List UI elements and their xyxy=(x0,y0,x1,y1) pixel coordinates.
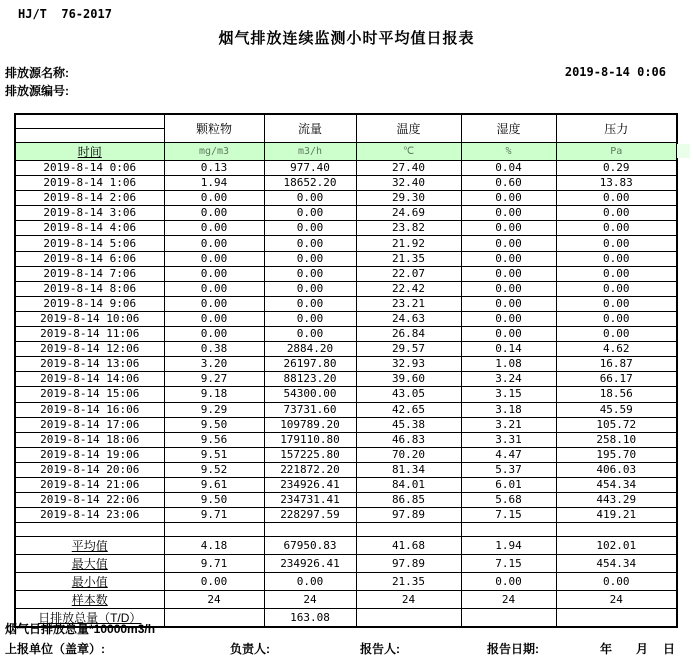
value-cell: 7.15 xyxy=(461,508,556,523)
unit-cell: ℃ xyxy=(356,143,461,161)
summary-row xyxy=(15,591,677,609)
value-cell: 0.00 xyxy=(264,266,356,281)
month-label: 月 xyxy=(636,642,649,656)
value-cell: 0.00 xyxy=(556,251,677,266)
value-cell: 29.57 xyxy=(356,342,461,357)
value-cell: 21.92 xyxy=(356,236,461,251)
time-cell: 2019-8-14 13:06 xyxy=(15,357,164,372)
unit-cell: Pa xyxy=(556,143,677,161)
table-row xyxy=(15,251,677,266)
value-cell: 0.00 xyxy=(164,191,264,206)
corner-cell-top xyxy=(15,114,164,129)
column-header: 颗粒物 xyxy=(164,114,264,143)
value-cell: 9.52 xyxy=(164,462,264,477)
unit-cell: mg/m3 xyxy=(164,143,264,161)
day-label: 日 xyxy=(663,642,676,656)
value-cell: 443.29 xyxy=(556,493,677,508)
value-cell: 26197.80 xyxy=(264,357,356,372)
summary-value-cell: 7.15 xyxy=(461,555,556,573)
value-cell: 42.65 xyxy=(356,402,461,417)
value-cell: 0.00 xyxy=(461,281,556,296)
value-cell: 1.94 xyxy=(164,176,264,191)
value-cell: 0.00 xyxy=(164,251,264,266)
report-date-label: 报告日期: xyxy=(487,642,539,656)
table-row xyxy=(15,402,677,417)
value-cell: 23.82 xyxy=(356,221,461,236)
value-cell: 9.27 xyxy=(164,372,264,387)
corner-cell-bottom xyxy=(15,129,164,143)
value-cell: 43.05 xyxy=(356,387,461,402)
time-cell: 2019-8-14 8:06 xyxy=(15,281,164,296)
value-cell: 0.00 xyxy=(461,327,556,342)
blank-cell xyxy=(164,523,264,537)
table-row xyxy=(15,477,677,492)
value-cell: 0.00 xyxy=(164,281,264,296)
value-cell: 234731.41 xyxy=(264,493,356,508)
value-cell: 0.29 xyxy=(556,161,677,176)
table-row xyxy=(15,447,677,462)
summary-value-cell: 163.08 xyxy=(264,609,356,628)
unit-cell: m3/h xyxy=(264,143,356,161)
value-cell: 0.00 xyxy=(164,266,264,281)
value-cell: 46.83 xyxy=(356,432,461,447)
summary-value-cell: 1.94 xyxy=(461,537,556,555)
summary-label: 最大值 xyxy=(15,555,164,573)
value-cell: 24.69 xyxy=(356,206,461,221)
summary-value-cell xyxy=(164,609,264,628)
blank-cell xyxy=(461,523,556,537)
doc-standard-code: HJ/T 76-2017 xyxy=(18,7,112,21)
source-name-label: 排放源名称: xyxy=(5,66,69,80)
value-cell: 0.00 xyxy=(556,221,677,236)
blank-row xyxy=(15,523,677,537)
value-cell: 27.40 xyxy=(356,161,461,176)
total-emission-footnote: 烟气日排放总量*10000m3/h xyxy=(5,622,156,636)
time-cell: 2019-8-14 3:06 xyxy=(15,206,164,221)
units-row xyxy=(15,143,677,161)
time-cell: 2019-8-14 22:06 xyxy=(15,493,164,508)
time-cell: 2019-8-14 5:06 xyxy=(15,236,164,251)
value-cell: 157225.80 xyxy=(264,447,356,462)
value-cell: 88123.20 xyxy=(264,372,356,387)
value-cell: 97.89 xyxy=(356,508,461,523)
time-cell: 2019-8-14 16:06 xyxy=(15,402,164,417)
time-cell: 2019-8-14 12:06 xyxy=(15,342,164,357)
value-cell: 195.70 xyxy=(556,447,677,462)
value-cell: 406.03 xyxy=(556,462,677,477)
table-row xyxy=(15,206,677,221)
summary-label: 日排放总量（T/D） xyxy=(15,609,164,628)
value-cell: 0.00 xyxy=(556,311,677,326)
time-cell: 2019-8-14 10:06 xyxy=(15,311,164,326)
value-cell: 0.00 xyxy=(461,206,556,221)
summary-value-cell: 102.01 xyxy=(556,537,677,555)
value-cell: 9.71 xyxy=(164,508,264,523)
value-cell: 0.00 xyxy=(164,327,264,342)
value-cell: 9.51 xyxy=(164,447,264,462)
time-header-cell: 时间 xyxy=(15,143,164,161)
summary-value-cell: 41.68 xyxy=(356,537,461,555)
value-cell: 0.00 xyxy=(461,296,556,311)
time-cell: 2019-8-14 17:06 xyxy=(15,417,164,432)
time-cell: 2019-8-14 1:06 xyxy=(15,176,164,191)
value-cell: 6.01 xyxy=(461,477,556,492)
value-cell: 0.13 xyxy=(164,161,264,176)
value-cell: 0.00 xyxy=(264,281,356,296)
blank-cell xyxy=(556,523,677,537)
summary-value-cell: 0.00 xyxy=(264,573,356,591)
value-cell: 32.93 xyxy=(356,357,461,372)
value-cell: 2884.20 xyxy=(264,342,356,357)
value-cell: 0.00 xyxy=(264,221,356,236)
header-row-top xyxy=(15,114,677,129)
summary-value-cell: 234926.41 xyxy=(264,555,356,573)
report-unit-label: 上报单位（盖章）: xyxy=(5,642,105,656)
column-header: 流量 xyxy=(264,114,356,143)
time-cell: 2019-8-14 15:06 xyxy=(15,387,164,402)
table-row xyxy=(15,417,677,432)
responsible-person-label: 负责人: xyxy=(230,642,270,656)
value-cell: 105.72 xyxy=(556,417,677,432)
value-cell: 5.37 xyxy=(461,462,556,477)
value-cell: 9.29 xyxy=(164,402,264,417)
value-cell: 0.00 xyxy=(556,281,677,296)
value-cell: 454.34 xyxy=(556,477,677,492)
value-cell: 1.08 xyxy=(461,357,556,372)
summary-value-cell: 24 xyxy=(556,591,677,609)
table-row xyxy=(15,387,677,402)
value-cell: 179110.80 xyxy=(264,432,356,447)
value-cell: 22.07 xyxy=(356,266,461,281)
value-cell: 234926.41 xyxy=(264,477,356,492)
value-cell: 0.00 xyxy=(164,311,264,326)
blank-cell xyxy=(15,523,164,537)
table-row xyxy=(15,493,677,508)
summary-value-cell: 9.71 xyxy=(164,555,264,573)
value-cell: 0.00 xyxy=(461,266,556,281)
value-cell: 0.00 xyxy=(264,191,356,206)
time-cell: 2019-8-14 9:06 xyxy=(15,296,164,311)
value-cell: 4.47 xyxy=(461,447,556,462)
value-cell: 109789.20 xyxy=(264,417,356,432)
value-cell: 0.00 xyxy=(164,206,264,221)
value-cell: 0.00 xyxy=(461,191,556,206)
summary-value-cell: 0.00 xyxy=(556,573,677,591)
summary-value-cell: 97.89 xyxy=(356,555,461,573)
value-cell: 0.00 xyxy=(556,266,677,281)
summary-value-cell: 0.00 xyxy=(461,573,556,591)
value-cell: 419.21 xyxy=(556,508,677,523)
value-cell: 0.00 xyxy=(264,296,356,311)
value-cell: 9.18 xyxy=(164,387,264,402)
value-cell: 3.24 xyxy=(461,372,556,387)
value-cell: 0.00 xyxy=(556,296,677,311)
table-row xyxy=(15,311,677,326)
value-cell: 0.00 xyxy=(264,236,356,251)
value-cell: 9.61 xyxy=(164,477,264,492)
time-cell: 2019-8-14 7:06 xyxy=(15,266,164,281)
time-cell: 2019-8-14 0:06 xyxy=(15,161,164,176)
value-cell: 45.59 xyxy=(556,402,677,417)
value-cell: 0.38 xyxy=(164,342,264,357)
time-cell: 2019-8-14 14:06 xyxy=(15,372,164,387)
summary-value-cell xyxy=(461,609,556,628)
table-row xyxy=(15,432,677,447)
time-cell: 2019-8-14 19:06 xyxy=(15,447,164,462)
summary-value-cell xyxy=(356,609,461,628)
time-cell: 2019-8-14 18:06 xyxy=(15,432,164,447)
value-cell: 0.00 xyxy=(556,327,677,342)
time-cell: 2019-8-14 21:06 xyxy=(15,477,164,492)
summary-label: 最小值 xyxy=(15,573,164,591)
value-cell: 3.20 xyxy=(164,357,264,372)
time-cell: 2019-8-14 23:06 xyxy=(15,508,164,523)
summary-value-cell: 24 xyxy=(264,591,356,609)
report-datetime: 2019-8-14 0:06 xyxy=(564,65,666,79)
table-row xyxy=(15,462,677,477)
value-cell: 0.00 xyxy=(556,206,677,221)
value-cell: 3.31 xyxy=(461,432,556,447)
blank-cell xyxy=(264,523,356,537)
value-cell: 29.30 xyxy=(356,191,461,206)
value-cell: 9.50 xyxy=(164,417,264,432)
column-header: 湿度 xyxy=(461,114,556,143)
value-cell: 0.04 xyxy=(461,161,556,176)
unit-cell: % xyxy=(461,143,556,161)
time-cell: 2019-8-14 2:06 xyxy=(15,191,164,206)
value-cell: 26.84 xyxy=(356,327,461,342)
table-row xyxy=(15,176,677,191)
value-cell: 0.00 xyxy=(461,236,556,251)
table-row xyxy=(15,357,677,372)
green-row-overflow xyxy=(677,144,690,158)
value-cell: 0.60 xyxy=(461,176,556,191)
value-cell: 73731.60 xyxy=(264,402,356,417)
summary-value-cell: 4.18 xyxy=(164,537,264,555)
value-cell: 9.56 xyxy=(164,432,264,447)
table-row xyxy=(15,221,677,236)
value-cell: 0.00 xyxy=(556,191,677,206)
value-cell: 84.01 xyxy=(356,477,461,492)
value-cell: 9.50 xyxy=(164,493,264,508)
table-row xyxy=(15,372,677,387)
summary-row xyxy=(15,555,677,573)
value-cell: 0.00 xyxy=(264,206,356,221)
table-row xyxy=(15,161,677,176)
summary-value-cell: 21.35 xyxy=(356,573,461,591)
summary-row xyxy=(15,537,677,555)
value-cell: 16.87 xyxy=(556,357,677,372)
blank-cell xyxy=(356,523,461,537)
value-cell: 258.10 xyxy=(556,432,677,447)
value-cell: 0.00 xyxy=(164,221,264,236)
table-row xyxy=(15,236,677,251)
value-cell: 0.00 xyxy=(164,296,264,311)
page-title: 烟气排放连续监测小时平均值日报表 xyxy=(218,30,475,47)
value-cell: 81.34 xyxy=(356,462,461,477)
summary-value-cell: 454.34 xyxy=(556,555,677,573)
table-row xyxy=(15,508,677,523)
summary-value-cell: 24 xyxy=(461,591,556,609)
value-cell: 21.35 xyxy=(356,251,461,266)
time-cell: 2019-8-14 4:06 xyxy=(15,221,164,236)
summary-value-cell xyxy=(556,609,677,628)
value-cell: 3.18 xyxy=(461,402,556,417)
value-cell: 3.15 xyxy=(461,387,556,402)
table-row xyxy=(15,327,677,342)
summary-value-cell: 0.00 xyxy=(164,573,264,591)
value-cell: 13.83 xyxy=(556,176,677,191)
value-cell: 228297.59 xyxy=(264,508,356,523)
value-cell: 0.14 xyxy=(461,342,556,357)
value-cell: 0.00 xyxy=(461,311,556,326)
table-row xyxy=(15,296,677,311)
value-cell: 0.00 xyxy=(264,311,356,326)
column-header: 压力 xyxy=(556,114,677,143)
value-cell: 977.40 xyxy=(264,161,356,176)
value-cell: 5.68 xyxy=(461,493,556,508)
column-header: 温度 xyxy=(356,114,461,143)
value-cell: 23.21 xyxy=(356,296,461,311)
value-cell: 0.00 xyxy=(164,236,264,251)
summary-value-cell: 67950.83 xyxy=(264,537,356,555)
value-cell: 70.20 xyxy=(356,447,461,462)
report-table xyxy=(14,113,678,628)
value-cell: 32.40 xyxy=(356,176,461,191)
time-cell: 2019-8-14 6:06 xyxy=(15,251,164,266)
value-cell: 45.38 xyxy=(356,417,461,432)
value-cell: 3.21 xyxy=(461,417,556,432)
summary-label: 平均值 xyxy=(15,537,164,555)
summary-value-cell: 24 xyxy=(164,591,264,609)
reporter-label: 报告人: xyxy=(360,642,400,656)
value-cell: 66.17 xyxy=(556,372,677,387)
value-cell: 0.00 xyxy=(264,327,356,342)
value-cell: 22.42 xyxy=(356,281,461,296)
value-cell: 18652.20 xyxy=(264,176,356,191)
value-cell: 86.85 xyxy=(356,493,461,508)
value-cell: 18.56 xyxy=(556,387,677,402)
value-cell: 54300.00 xyxy=(264,387,356,402)
time-cell: 2019-8-14 20:06 xyxy=(15,462,164,477)
summary-row xyxy=(15,573,677,591)
value-cell: 0.00 xyxy=(556,236,677,251)
value-cell: 0.00 xyxy=(461,221,556,236)
year-label: 年 xyxy=(600,642,613,656)
value-cell: 4.62 xyxy=(556,342,677,357)
table-row xyxy=(15,342,677,357)
value-cell: 39.60 xyxy=(356,372,461,387)
summary-label: 样本数 xyxy=(15,591,164,609)
time-cell: 2019-8-14 11:06 xyxy=(15,327,164,342)
value-cell: 221872.20 xyxy=(264,462,356,477)
table-row xyxy=(15,191,677,206)
value-cell: 24.63 xyxy=(356,311,461,326)
source-code-label: 排放源编号: xyxy=(5,84,69,98)
summary-value-cell: 24 xyxy=(356,591,461,609)
table-row xyxy=(15,281,677,296)
value-cell: 0.00 xyxy=(461,251,556,266)
value-cell: 0.00 xyxy=(264,251,356,266)
table-row xyxy=(15,266,677,281)
